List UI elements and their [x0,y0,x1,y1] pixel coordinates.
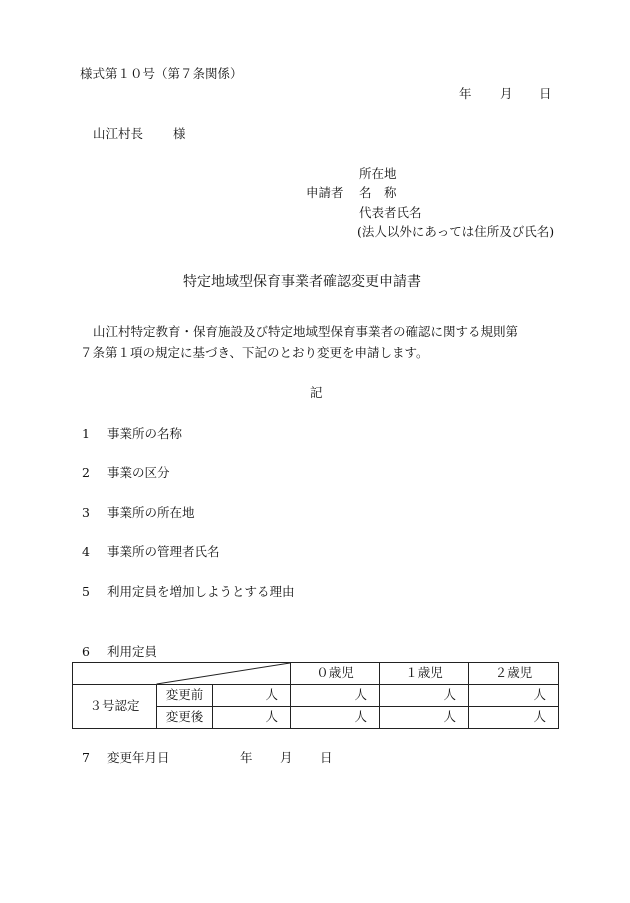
item-label: 事業所の管理者氏名 [107,544,220,559]
date-year: 年 [459,86,472,101]
table-corner-cell [73,663,291,685]
table-cell-total: 人 [213,685,291,707]
table-row-label: 変更後 [157,707,213,729]
table-header-age-1: １歳児 [380,663,469,685]
change-date-day: 日 [320,750,333,765]
table-row [73,685,559,707]
applicant-representative: 代表者氏名 [359,205,422,220]
addressee-honorific: 様 [173,126,186,141]
applicant-label: 申請者 [306,185,344,200]
table-header-row [73,663,559,685]
diagonal-line [73,663,290,684]
item-number: 1 [82,426,90,441]
item-number: 3 [82,505,90,520]
item-number: 2 [82,465,90,480]
table-cell-total: 人 [213,707,291,729]
date-month: 月 [500,86,513,101]
item-number: 7 [82,750,90,765]
capacity-table [72,662,559,729]
addressee-name: 山江村長 [93,126,144,141]
body-line-1: 山江村特定教育・保育施設及び特定地域型保育事業者の確認に関する規則第 [93,324,519,339]
table-cell-age-0: 人 [291,685,380,707]
body-line-2: ７条第１項の規定に基づき、下記のとおり変更を申請します。 [80,345,429,360]
change-date-year: 年 [240,750,253,765]
document-title: 特定地域型保育事業者確認変更申請書 [183,274,421,290]
item-number: 4 [82,544,90,559]
item-label: 利用定員を増加しようとする理由 [107,584,295,599]
table-header-age-0: ０歳児 [291,663,380,685]
change-date-month: 月 [280,750,293,765]
item-label: 事業の区分 [107,465,170,480]
item-number: 6 [82,644,90,659]
item-label: 変更年月日 [107,750,170,765]
applicant-note: (法人以外にあっては住所及び氏名) [357,224,555,239]
applicant-address: 所在地 [359,166,397,181]
item-label: 利用定員 [107,644,158,659]
table-cell-age-0: 人 [291,707,380,729]
table-cell-age-1: 人 [380,685,469,707]
table-row-group-label: ３号認定 [73,685,157,729]
table-cell-age-1: 人 [380,707,469,729]
form-number: 様式第１０号（第７条関係） [80,66,243,81]
date-day: 日 [539,86,552,101]
ki-heading: 記 [310,385,323,400]
item-number: 5 [82,584,90,599]
item-label: 事業所の名称 [107,426,183,441]
table-header-age-2: ２歳児 [469,663,559,685]
table-cell-age-2: 人 [469,707,559,729]
applicant-name: 名 称 [359,185,397,200]
item-label: 事業所の所在地 [107,505,195,520]
table-row-label: 変更前 [157,685,213,707]
table-cell-age-2: 人 [469,685,559,707]
